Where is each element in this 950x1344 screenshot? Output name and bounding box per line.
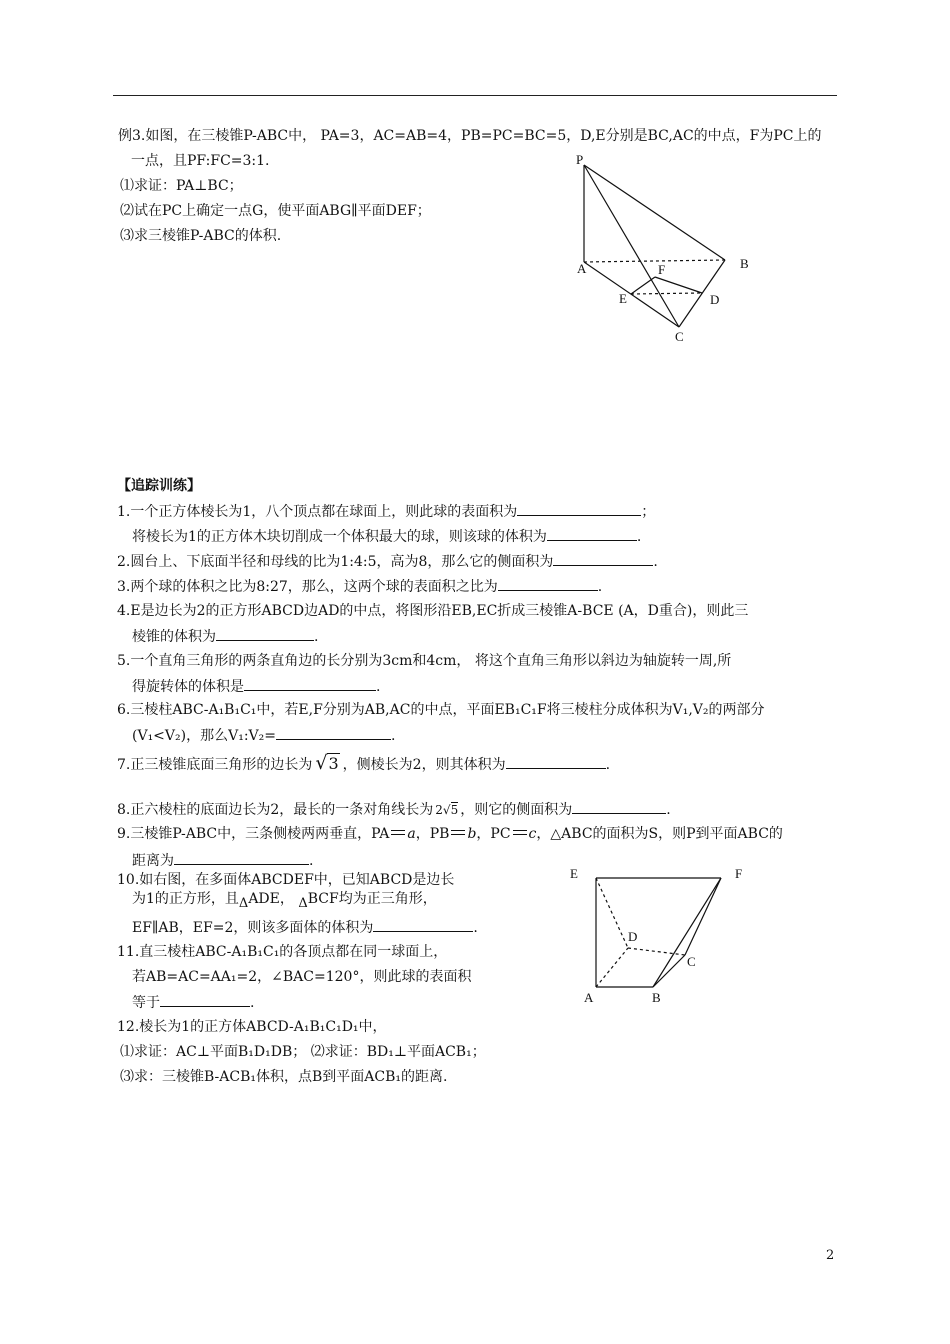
problem-6b: (V₁<V₂)，那么V₁:V₂= .	[132, 728, 396, 744]
polyhedron-figure	[560, 860, 760, 1010]
problem-10a: 10.如右图，在多面体ABCDEF中，已知ABCD是边长	[117, 872, 455, 888]
edge-AB-hidden	[584, 260, 725, 262]
problem-8: 8.正六棱柱的底面边长为2，最长的一条对角线长为 2√5 ，则它的侧面积为 .	[117, 802, 671, 818]
edge-AD-hidden	[596, 948, 628, 987]
example3-q2: ⑵试在PC上确定一点G，使平面ABG∥平面DEF；	[120, 203, 431, 219]
equals-sign	[451, 830, 465, 835]
edge-FB	[653, 878, 721, 987]
problem-3: 3.两个球的体积之比为8:27，那么，这两个球的表面积之比为 .	[117, 579, 603, 595]
problem-6a: 6.三棱柱ABC-A₁B₁C₁中，若E,F分别为AB,AC的中点，平面EB₁C₁F将三棱柱分成体积为V₁,V₂的两部分	[117, 702, 765, 718]
problem-4a: 4.E是边长为2的正方形ABCD边AD的中点，将图形沿EB,EC折成三棱锥A-BCE (A，D重合)，则此三	[117, 603, 749, 619]
label-D: D	[628, 929, 638, 944]
problem-1b: 将棱长为1的正方体木块切削成一个体积最大的球，则该球的体积为 .	[132, 529, 642, 545]
answer-blank[interactable]	[498, 577, 598, 591]
label-E: E	[570, 866, 578, 881]
example3-line2: 一点，且PF:FC=3:1.	[131, 153, 270, 169]
problem-12c: ⑶求：三棱锥B-ACB₁体积，点B到平面ACB₁的距离.	[120, 1069, 448, 1085]
label-A: A	[584, 990, 594, 1005]
problem-10c: EF∥AB，EF=2，则该多面体的体积为 .	[132, 920, 478, 936]
section-title: 【追踪训练】	[117, 478, 201, 494]
label-B: B	[740, 256, 749, 271]
tetrahedron-figure	[560, 145, 760, 350]
edge-FC	[685, 878, 721, 955]
answer-blank[interactable]	[276, 726, 391, 740]
segment-ED-hidden	[631, 293, 702, 294]
example3-q3: ⑶求三棱锥P-ABC的体积.	[120, 228, 282, 244]
answer-blank[interactable]	[373, 918, 473, 932]
label-F: F	[658, 262, 666, 277]
example3-line1: 例3.如图，在三棱锥P-ABC中， PA=3，AC=AB=4，PB=PC=BC=5，D,E分别是BC,AC的中点，F为PC上的	[118, 128, 822, 144]
problem-12b: ⑴求证：AC⊥平面B₁D₁DB； ⑵求证：BD₁⊥平面ACB₁；	[120, 1044, 486, 1060]
label-D: D	[710, 292, 720, 307]
equals-sign	[391, 830, 405, 835]
answer-blank[interactable]	[517, 502, 641, 516]
answer-blank[interactable]	[547, 527, 637, 541]
header-rule	[113, 95, 837, 96]
problem-5a: 5.一个直角三角形的两条直角边的长分别为3cm和4cm， 将这个直角三角形以斜边为轴旋转一周,所	[117, 653, 732, 669]
label-C: C	[687, 954, 696, 969]
problem-5b: 得旋转体的体积是 .	[132, 679, 381, 695]
label-B: B	[652, 990, 661, 1005]
problem-9a: 9.三棱锥P-ABC中，三条侧棱两两垂直，PA a，PB b，PC c，△ABC的面积为S，则P到平面ABC的	[117, 826, 783, 842]
answer-blank[interactable]	[506, 755, 606, 769]
example3-q1: ⑴求证：PA⊥BC；	[120, 178, 243, 194]
problem-11c: 等于 .	[132, 995, 255, 1011]
problem-11b: 若AB=AC=AA₁=2，∠BAC=120°，则此球的表面积	[132, 969, 472, 985]
label-E: E	[619, 291, 627, 306]
problem-4b: 棱锥的体积为 .	[132, 629, 319, 645]
label-P: P	[576, 152, 584, 167]
problem-9b: 距离为 .	[132, 853, 314, 869]
sqrt-expression: √3	[315, 752, 339, 774]
answer-blank[interactable]	[216, 627, 314, 641]
problem-12a: 12.棱长为1的正方体ABCD-A₁B₁C₁D₁中，	[117, 1019, 387, 1035]
sqrt-expression: 2√5	[435, 803, 459, 817]
answer-blank[interactable]	[174, 851, 309, 865]
equals-sign	[513, 830, 527, 835]
page-number: 2	[826, 1248, 835, 1263]
edge-PC	[584, 165, 679, 327]
edge-BC	[653, 955, 685, 987]
problem-2: 2.圆台上、下底面半径和母线的比为1:4:5，高为8，那么它的侧面积为 .	[117, 554, 658, 570]
answer-blank[interactable]	[160, 993, 250, 1007]
problem-10b: 为1的正方形，且$_\Delta$ADE， $_\Delta$BCF均为正三角形，	[132, 891, 437, 911]
problem-7: 7.正三棱锥底面三角形的边长为 √3 ，侧棱长为2，则其体积为 .	[117, 752, 611, 774]
edge-ED-hidden	[596, 878, 628, 948]
problem-1a: 1.一个正方体棱长为1，八个顶点都在球面上，则此球的表面积为 ；	[117, 504, 656, 520]
segment-EF	[631, 277, 655, 294]
problem-11a: 11.直三棱柱ABC-A₁B₁C₁的各顶点都在同一球面上，	[117, 944, 448, 960]
label-A: A	[577, 261, 587, 276]
edge-PB	[584, 165, 725, 260]
answer-blank[interactable]	[244, 677, 376, 691]
segment-FD	[655, 277, 702, 293]
answer-blank[interactable]	[553, 552, 653, 566]
label-C: C	[675, 329, 684, 344]
label-F: F	[735, 866, 743, 881]
answer-blank[interactable]	[572, 800, 666, 814]
